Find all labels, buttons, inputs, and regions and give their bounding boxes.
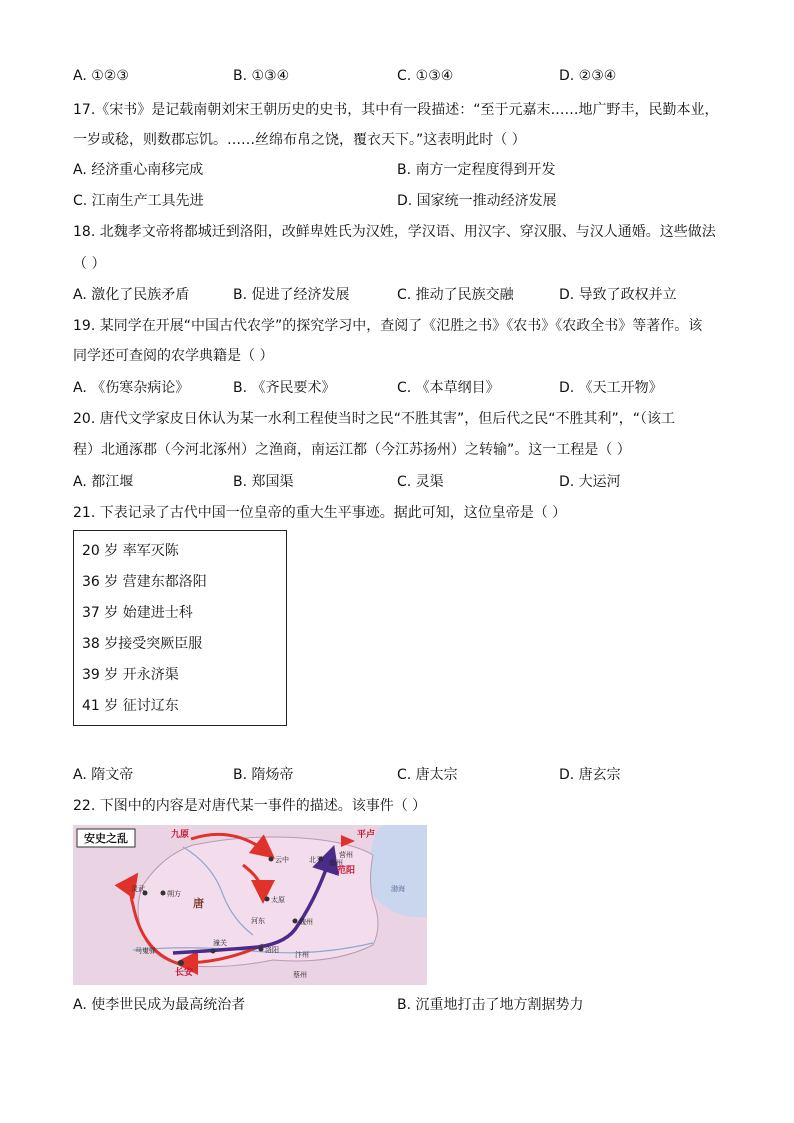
q17-stem-line2: 一岁或稔，则数郡忘饥。……丝绵布帛之饶，覆衣天下。”这表明此时（ ） <box>73 132 526 148</box>
q18-stem-line1: 18. 北魏孝文帝将都城迁到洛阳，改鲜卑姓氏为汉姓，学汉语、用汉字、穿汉服、与汉人通婚。这些做法 <box>73 224 716 240</box>
q17-option-c[interactable]: C. 江南生产工具先进 <box>73 193 204 209</box>
map-title: 安史之乱 <box>84 832 128 845</box>
q16-option-a[interactable]: A. ①②③ <box>73 68 129 84</box>
label-weizhou: 魏州 <box>299 918 313 926</box>
table-row: 37 岁 始建进士科 <box>82 605 193 621</box>
table-row: 39 岁 开永济渠 <box>82 667 179 683</box>
q19-stem-line1: 19. 某同学在开展“中国古代农学”的探究学习中，查阅了《氾胜之书》《农书》《农政全书》等著作。该 <box>73 318 703 334</box>
q16-option-d[interactable]: D. ②③④ <box>559 68 617 84</box>
q17-option-b[interactable]: B. 南方一定程度得到开发 <box>397 162 556 178</box>
city-dot <box>161 891 166 896</box>
q17-option-a[interactable]: A. 经济重心南移完成 <box>73 162 204 178</box>
label-tang: 唐 <box>193 897 204 910</box>
label-taiyuan: 太原 <box>271 896 285 904</box>
city-dot <box>259 947 264 952</box>
label-caizhou: 蔡州 <box>293 971 307 979</box>
q18-stem-line2: （ ） <box>73 256 106 272</box>
q19-option-b[interactable]: B. 《齐民要术》 <box>233 380 336 396</box>
an-shi-rebellion-map <box>73 825 427 985</box>
label-youzhou: 幽州 <box>329 859 343 867</box>
q20-option-a[interactable]: A. 都江堰 <box>73 474 134 490</box>
label-fanyang: 范阳 <box>337 866 356 876</box>
label-hedong: 河东 <box>251 917 265 925</box>
q22-stem: 22. 下图中的内容是对唐代某一事件的描述。该事件（ ） <box>73 798 427 814</box>
city-dot <box>293 919 298 924</box>
q17-stem-line1: 17.《宋书》是记载南朝刘宋王朝历史的史书，其中有一段描述：“至于元嘉末……地广野丰，民勤本业， <box>73 102 719 118</box>
q19-option-c[interactable]: C. 《本草纲目》 <box>397 380 500 396</box>
q22-option-b[interactable]: B. 沉重地打击了地方割据势力 <box>397 997 584 1013</box>
label-luoyang: 洛阳 <box>265 946 279 954</box>
label-bohai: 渤海 <box>391 885 405 893</box>
q20-option-c[interactable]: C. 灵渠 <box>397 474 444 490</box>
q22-option-a[interactable]: A. 使李世民成为最高统治者 <box>73 997 246 1013</box>
table-row: 41 岁 征讨辽东 <box>82 698 179 714</box>
city-dot <box>269 857 274 862</box>
q20-stem-line1: 20. 唐代文学家皮日休认为某一水利工程使当时之民“不胜其害”，但后代之民“不胜其利”，“（该工 <box>73 411 675 427</box>
q21-option-d[interactable]: D. 唐玄宗 <box>559 767 621 783</box>
q21-table <box>73 530 287 726</box>
label-changan: 长安 <box>175 968 194 978</box>
q21-option-b[interactable]: B. 隋炀帝 <box>233 767 294 783</box>
q18-option-d[interactable]: D. 导致了政权并立 <box>559 287 677 303</box>
label-bianzhou: 汴州 <box>295 951 309 959</box>
q18-option-a[interactable]: A. 激化了民族矛盾 <box>73 287 190 303</box>
label-lingwu: 灵武 <box>131 885 145 893</box>
q18-option-c[interactable]: C. 推动了民族交融 <box>397 287 514 303</box>
q20-stem-line2: 程）北通涿郡（今河北涿州）之渔商，南运江都（今江苏扬州）之转输”。这一工程是（ ） <box>73 442 631 458</box>
q20-option-b[interactable]: B. 郑国渠 <box>233 474 294 490</box>
label-beiping: 北平 <box>309 856 323 864</box>
q19-option-a[interactable]: A. 《伤寒杂病论》 <box>73 380 190 396</box>
label-pingli: 平卢 <box>357 830 376 840</box>
label-tongguan: 潼关 <box>213 939 227 947</box>
q17-option-d[interactable]: D. 国家统一推动经济发展 <box>397 193 557 209</box>
label-mawei: 马嵬驿 <box>135 947 156 955</box>
q19-option-d[interactable]: D. 《天工开物》 <box>559 380 663 396</box>
q19-stem-line2: 同学还可查阅的农学典籍是（ ） <box>73 348 274 364</box>
q21-stem: 21. 下表记录了古代中国一位皇帝的重大生平事迹。据此可知，这位皇帝是（ ） <box>73 505 567 521</box>
q18-option-b[interactable]: B. 促进了经济发展 <box>233 287 350 303</box>
city-dot <box>211 949 216 954</box>
table-row: 38 岁接受突厥臣服 <box>82 636 203 652</box>
table-row: 20 岁 率军灭陈 <box>82 543 179 559</box>
q16-option-b[interactable]: B. ①③④ <box>233 68 290 84</box>
q16-option-c[interactable]: C. ①③④ <box>397 68 454 84</box>
q21-option-c[interactable]: C. 唐太宗 <box>397 767 458 783</box>
city-dot <box>265 897 270 902</box>
label-jiuyuan: 九原 <box>171 830 190 840</box>
q20-option-d[interactable]: D. 大运河 <box>559 474 621 490</box>
q21-option-a[interactable]: A. 隋文帝 <box>73 767 134 783</box>
table-row: 36 岁 营建东都洛阳 <box>82 574 207 590</box>
label-yingzhou: 营州 <box>339 851 353 859</box>
city-dot <box>178 960 184 966</box>
map-svg <box>73 825 427 985</box>
label-shuofang: 朔方 <box>167 890 181 898</box>
label-yunzhong: 云中 <box>275 856 289 864</box>
